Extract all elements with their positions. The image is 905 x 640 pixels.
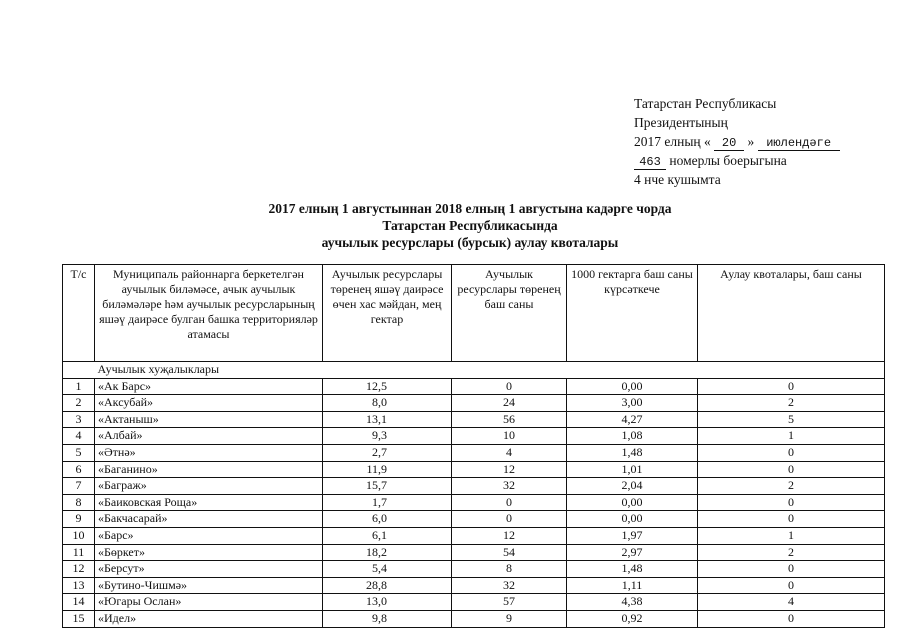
document-title (100, 200, 840, 251)
row-population: 9 (452, 610, 567, 627)
stamp-line-3 (634, 132, 840, 151)
row-area: 6,0 (323, 511, 452, 528)
table-section-row (63, 362, 885, 379)
stamp-line-1: Татарстан Республикасы (634, 96, 777, 111)
row-quota: 2 (698, 478, 885, 495)
row-territory: «Албай» (95, 428, 323, 445)
header-density: 1000 гектарга баш саны күрсәткече (567, 265, 698, 362)
row-density: 3,00 (567, 395, 698, 412)
row-territory: «Баграж» (95, 478, 323, 495)
row-number: 5 (63, 444, 95, 461)
row-quota: 0 (698, 561, 885, 578)
row-number: 12 (63, 561, 95, 578)
row-area: 9,3 (323, 428, 452, 445)
stamp-order-suffix: номерлы боерыгына (669, 153, 787, 168)
table-row (63, 544, 885, 561)
row-quota: 1 (698, 527, 885, 544)
table-row (63, 428, 885, 445)
row-population: 0 (452, 511, 567, 528)
stamp-day: 20 (714, 136, 744, 151)
table-row (63, 527, 885, 544)
row-quota: 0 (698, 378, 885, 395)
table-row (63, 577, 885, 594)
header-area: Аучылык ресурслары төренең яшәү даирәсе өчен хас мәйдан, мең гектар (323, 265, 452, 362)
row-number: 13 (63, 577, 95, 594)
row-number: 8 (63, 494, 95, 511)
row-territory: «Әтнә» (95, 444, 323, 461)
section-label: Аучылык хуҗалыклары (95, 362, 885, 379)
row-population: 32 (452, 478, 567, 495)
row-territory: «Ак Барс» (95, 378, 323, 395)
stamp-line-5: 4 нче кушымта (634, 172, 721, 187)
table-row (63, 395, 885, 412)
row-area: 28,8 (323, 577, 452, 594)
row-number: 1 (63, 378, 95, 395)
row-area: 8,0 (323, 395, 452, 412)
row-quota: 5 (698, 411, 885, 428)
row-density: 4,27 (567, 411, 698, 428)
title-line-2: Татарстан Республикасында (382, 218, 558, 233)
row-number: 3 (63, 411, 95, 428)
row-area: 11,9 (323, 461, 452, 478)
table-row (63, 378, 885, 395)
section-spacer (63, 362, 95, 379)
row-population: 54 (452, 544, 567, 561)
row-quota: 0 (698, 494, 885, 511)
row-quota: 0 (698, 610, 885, 627)
row-number: 4 (63, 428, 95, 445)
row-quota: 0 (698, 461, 885, 478)
row-territory: «Аксубай» (95, 395, 323, 412)
row-population: 10 (452, 428, 567, 445)
row-density: 0,00 (567, 511, 698, 528)
row-population: 56 (452, 411, 567, 428)
table-row (63, 511, 885, 528)
row-density: 0,00 (567, 494, 698, 511)
row-area: 12,5 (323, 378, 452, 395)
table-row (63, 478, 885, 495)
row-area: 13,0 (323, 594, 452, 611)
row-number: 9 (63, 511, 95, 528)
row-population: 0 (452, 494, 567, 511)
row-territory: «Баганино» (95, 461, 323, 478)
row-territory: «Идел» (95, 610, 323, 627)
appendix-stamp (634, 94, 840, 189)
row-area: 2,7 (323, 444, 452, 461)
table-header-row (63, 265, 885, 362)
row-density: 1,11 (567, 577, 698, 594)
row-density: 0,92 (567, 610, 698, 627)
row-territory: «Бакчасарай» (95, 511, 323, 528)
row-density: 1,48 (567, 444, 698, 461)
row-population: 8 (452, 561, 567, 578)
row-population: 4 (452, 444, 567, 461)
row-quota: 4 (698, 594, 885, 611)
row-area: 6,1 (323, 527, 452, 544)
table-row (63, 444, 885, 461)
table-row (63, 494, 885, 511)
row-population: 24 (452, 395, 567, 412)
stamp-date-mid: » (747, 134, 755, 149)
header-quota: Аулау квоталары, баш саны (698, 265, 885, 362)
table-row (63, 461, 885, 478)
row-number: 11 (63, 544, 95, 561)
row-population: 0 (452, 378, 567, 395)
row-territory: «Берсут» (95, 561, 323, 578)
row-density: 0,00 (567, 378, 698, 395)
row-quota: 0 (698, 511, 885, 528)
header-number: Т/с (63, 265, 95, 362)
row-territory: «Бутино-Чишмә» (95, 577, 323, 594)
stamp-line-4 (634, 151, 840, 170)
row-area: 1,7 (323, 494, 452, 511)
row-number: 6 (63, 461, 95, 478)
row-territory: «Югары Ослан» (95, 594, 323, 611)
row-area: 13,1 (323, 411, 452, 428)
table-row (63, 561, 885, 578)
row-number: 2 (63, 395, 95, 412)
row-area: 5,4 (323, 561, 452, 578)
row-number: 14 (63, 594, 95, 611)
row-density: 1,48 (567, 561, 698, 578)
row-population: 57 (452, 594, 567, 611)
row-density: 1,08 (567, 428, 698, 445)
header-population: Аучылык ресурслары төренең баш саны (452, 265, 567, 362)
row-area: 18,2 (323, 544, 452, 561)
stamp-line-2: Президентының (634, 115, 728, 130)
row-population: 12 (452, 461, 567, 478)
row-quota: 2 (698, 544, 885, 561)
row-territory: «Актаныш» (95, 411, 323, 428)
row-density: 4,38 (567, 594, 698, 611)
row-density: 2,97 (567, 544, 698, 561)
row-number: 10 (63, 527, 95, 544)
row-area: 9,8 (323, 610, 452, 627)
stamp-date-prefix: 2017 елның « (634, 134, 711, 149)
row-area: 15,7 (323, 478, 452, 495)
row-quota: 1 (698, 428, 885, 445)
row-territory: «Баиковская Роща» (95, 494, 323, 511)
row-territory: «Барс» (95, 527, 323, 544)
table-row (63, 610, 885, 627)
row-density: 1,97 (567, 527, 698, 544)
row-quota: 0 (698, 577, 885, 594)
row-quota: 2 (698, 395, 885, 412)
stamp-order-number: 463 (634, 155, 666, 170)
row-territory: «Бөркет» (95, 544, 323, 561)
row-population: 12 (452, 527, 567, 544)
table-row (63, 594, 885, 611)
quota-table (62, 264, 885, 628)
row-density: 1,01 (567, 461, 698, 478)
table-row (63, 411, 885, 428)
row-density: 2,04 (567, 478, 698, 495)
row-number: 7 (63, 478, 95, 495)
header-territory: Муниципаль районнарга беркетелгән аучылык биләмәсе, ачык аучылык биләмәләре һәм аучылык ресурсларының яшәү даирәсе булган башка территорияләр атамасы (95, 265, 323, 362)
title-line-3: аучылык ресурслары (бурсык) аулау квоталары (321, 235, 619, 250)
row-population: 32 (452, 577, 567, 594)
stamp-month: июлендәге (758, 136, 840, 151)
title-line-1: 2017 елның 1 августыннан 2018 елның 1 августына кадәрге чорда (268, 201, 672, 216)
row-quota: 0 (698, 444, 885, 461)
row-number: 15 (63, 610, 95, 627)
